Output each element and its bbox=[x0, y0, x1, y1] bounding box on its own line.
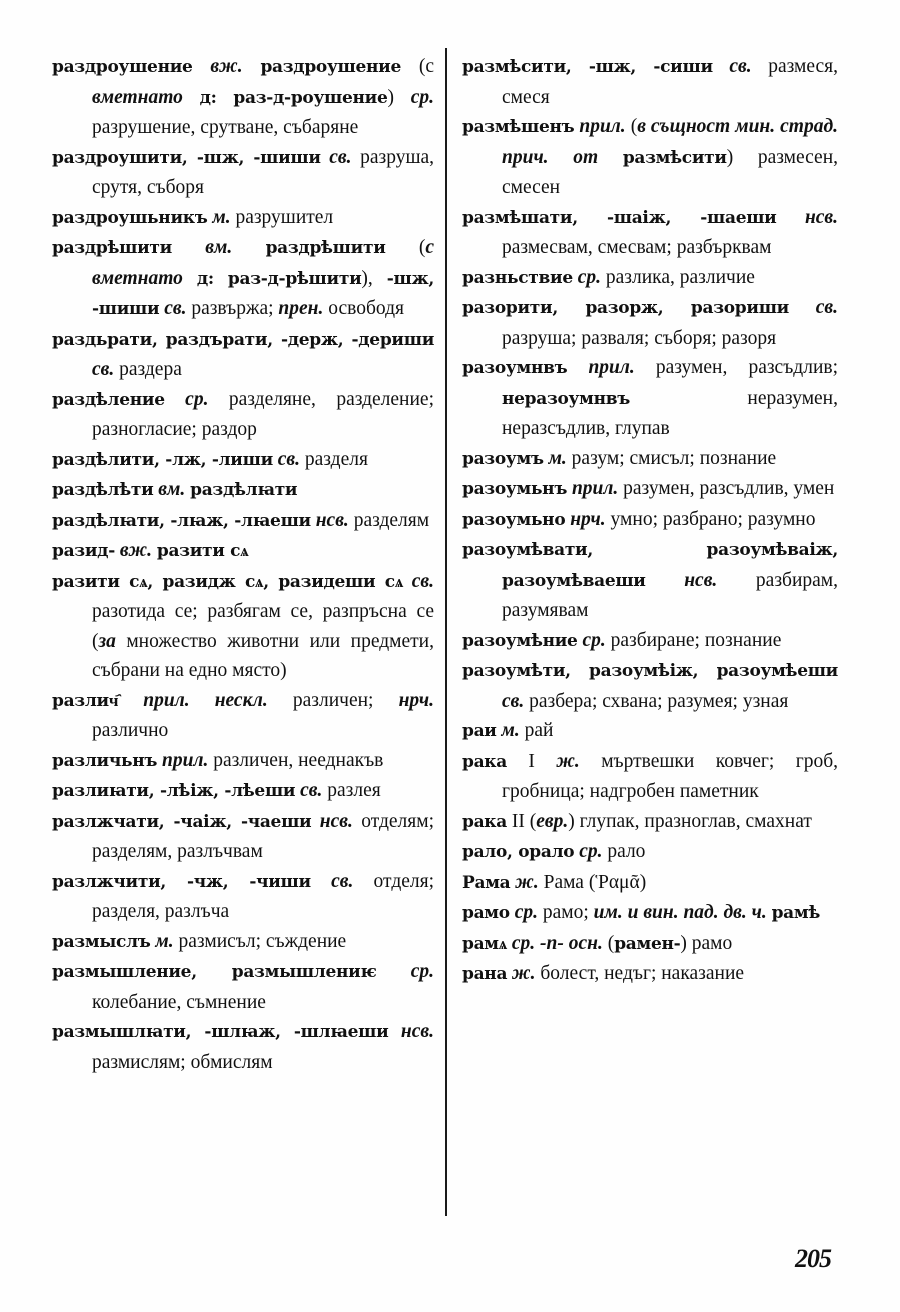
definition-text: ( bbox=[625, 116, 638, 137]
definition-text bbox=[403, 571, 412, 592]
grammar-label: м. bbox=[212, 206, 231, 228]
headword: рамѣ bbox=[771, 903, 821, 923]
grammar-label: в същност мин. страд. прич. от bbox=[502, 116, 838, 168]
definition-text: колебание, съмнение bbox=[92, 991, 266, 1013]
definition-text: ), bbox=[361, 267, 387, 289]
definition-text bbox=[217, 87, 234, 108]
grammar-label: нсв. bbox=[319, 810, 353, 832]
headword: разоумьно bbox=[462, 509, 566, 530]
dictionary-entry bbox=[52, 1017, 434, 1077]
headword: разид- bbox=[52, 541, 115, 561]
grammar-label: вм. bbox=[205, 237, 233, 258]
dictionary-entry bbox=[462, 747, 838, 807]
dictionary-entry bbox=[462, 263, 838, 294]
definition-text: различен; bbox=[267, 689, 399, 711]
definition-text: разруша, срутя, съборя bbox=[92, 146, 435, 198]
definition-text: разумен, разсъдлив, умен bbox=[618, 478, 835, 499]
definition-text: мъртвешки ковчег; гроб, гробница; надгробен паметник bbox=[502, 750, 838, 802]
definition-text: отделя; разделя, разлъча bbox=[92, 870, 435, 922]
grammar-label: ж. bbox=[512, 963, 536, 984]
headword: разньствие bbox=[462, 267, 573, 288]
grammar-label: нрч. bbox=[570, 508, 606, 530]
headword: различьнъ bbox=[52, 750, 158, 771]
grammar-label: ж. bbox=[515, 871, 539, 893]
headword: размыслъ bbox=[52, 931, 151, 952]
definition-text: разумен, разсъдлив; bbox=[634, 357, 838, 378]
dictionary-entry bbox=[462, 505, 838, 536]
grammar-label: ср. bbox=[410, 86, 435, 108]
grammar-label: св. bbox=[300, 780, 323, 801]
headword: размѣшенъ bbox=[462, 117, 575, 137]
definition-text bbox=[777, 207, 805, 228]
grammar-label: м. bbox=[501, 720, 520, 741]
grammar-label: св. bbox=[729, 56, 752, 77]
dictionary-entry bbox=[52, 445, 434, 476]
headword: раи bbox=[462, 721, 497, 741]
definition-text bbox=[193, 56, 211, 77]
definition-text: разбирам, разумявам bbox=[502, 569, 838, 621]
definition-text: отделям; разделям, разлъчвам bbox=[92, 810, 435, 862]
headword: раздѣлꙗти, -лꙗж, -лꙗеши bbox=[52, 510, 311, 531]
grammar-label: св. bbox=[411, 570, 435, 592]
grammar-label: нсв. bbox=[804, 206, 839, 228]
grammar-label: с вметнато bbox=[92, 237, 434, 289]
grammar-label: нсв. bbox=[315, 509, 349, 531]
dictionary-entry bbox=[462, 203, 838, 263]
dictionary-entry bbox=[462, 535, 838, 626]
headword: разлжчити, -чж, -чиши bbox=[52, 871, 311, 892]
definition-text: освободя bbox=[323, 298, 404, 319]
definition-text: размесвам, смесвам; разбърквам bbox=[502, 237, 772, 258]
headword: неразоумнвъ bbox=[502, 388, 630, 409]
grammar-label: св. bbox=[815, 297, 838, 318]
dictionary-entry bbox=[462, 959, 838, 990]
definition-text: размеся, смеся bbox=[502, 56, 839, 108]
dictionary-entry bbox=[52, 957, 434, 1017]
headword: раздроушение bbox=[260, 57, 401, 77]
dictionary-entry bbox=[462, 474, 838, 505]
grammar-label: евр. bbox=[536, 810, 569, 832]
headword: размышление, размышлениѥ bbox=[52, 962, 377, 982]
definition-text bbox=[598, 147, 623, 168]
dictionary-entry bbox=[52, 567, 434, 686]
definition-text: разрушител bbox=[230, 206, 334, 228]
dictionary-entry bbox=[462, 52, 838, 112]
grammar-label: вметнато bbox=[92, 86, 183, 108]
dictionary-entry bbox=[462, 112, 838, 203]
definition-text bbox=[165, 389, 185, 410]
grammar-label: вж. bbox=[119, 540, 152, 561]
definition-text: I bbox=[507, 750, 557, 772]
grammar-label: за bbox=[98, 630, 116, 652]
dictionary-entry bbox=[52, 385, 434, 445]
definition-text bbox=[243, 56, 261, 77]
grammar-label: ср. bbox=[514, 902, 538, 923]
dictionary-entry bbox=[462, 444, 838, 475]
dictionary-entry bbox=[52, 143, 434, 203]
dictionary-entry bbox=[52, 536, 434, 567]
left-column bbox=[52, 52, 434, 1077]
grammar-label: вж. bbox=[210, 56, 243, 77]
definition-text bbox=[377, 961, 411, 982]
grammar-label: нрч. bbox=[398, 689, 435, 711]
headword: разоумнвъ bbox=[462, 358, 568, 378]
definition-text bbox=[232, 237, 265, 258]
headword: различ҄ bbox=[52, 690, 119, 711]
definition-text bbox=[118, 690, 143, 711]
definition-text: II ( bbox=[507, 810, 537, 832]
definition-text: ) bbox=[387, 86, 411, 108]
definition-text: неразумен, неразсъдлив, глупав bbox=[502, 387, 838, 439]
headword: рамѧ bbox=[462, 933, 507, 954]
definition-text bbox=[214, 268, 228, 289]
headword: разлжчати, -чаіж, -чаеши bbox=[52, 811, 312, 832]
grammar-label: св. bbox=[329, 146, 352, 168]
dictionary-entry bbox=[462, 807, 838, 838]
dictionary-entry bbox=[52, 233, 434, 325]
definition-text bbox=[789, 297, 816, 318]
headword: Рама bbox=[462, 872, 511, 893]
dictionary-entry bbox=[52, 52, 434, 143]
headword: раздьрати, раздърати, -держ, -дериши bbox=[52, 329, 434, 350]
dictionary-entry bbox=[462, 837, 838, 868]
headword: разоумьнъ bbox=[462, 479, 568, 499]
definition-text bbox=[172, 237, 205, 258]
dictionary-entry bbox=[462, 868, 838, 899]
headword: рамо bbox=[462, 903, 510, 923]
grammar-label: ср. bbox=[410, 961, 435, 982]
headword: раздѣлѣти bbox=[52, 480, 154, 500]
definition-text: разруша; разваля; съборя; разоря bbox=[502, 327, 777, 349]
dictionary-entry bbox=[52, 746, 434, 777]
definition-text bbox=[646, 570, 685, 591]
grammar-label: ср. -n- осн. bbox=[511, 932, 603, 954]
grammar-label: прил. bbox=[579, 116, 626, 137]
headword: размѣсити, -шж, -сиши bbox=[462, 57, 713, 77]
headword: раздроушение bbox=[52, 57, 193, 77]
dictionary-entry bbox=[462, 626, 838, 657]
definition-text: ( bbox=[602, 932, 615, 954]
dictionary-entry bbox=[462, 716, 838, 747]
definition-text: разбера; схвана; разумея; узная bbox=[524, 690, 789, 712]
headword: разити сѧ bbox=[156, 541, 249, 561]
definition-text bbox=[311, 871, 331, 892]
definition-text: размисъл; съждение bbox=[173, 930, 347, 952]
grammar-label: вм. bbox=[158, 479, 186, 500]
grammar-label: нсв. bbox=[684, 569, 718, 591]
definition-text: различен, нееднакъв bbox=[208, 749, 384, 771]
definition-text: умно; разбрано; разумно bbox=[605, 508, 816, 530]
dictionary-entry bbox=[52, 867, 434, 927]
headword: разоумѣвати, разоумѣваіж, разоумѣваеши bbox=[462, 540, 838, 591]
definition-text: разделяне, разделение; разногласие; раздор bbox=[92, 388, 434, 440]
headword: рака bbox=[462, 811, 507, 832]
column-divider bbox=[445, 48, 447, 1216]
definition-text: разлика, различие bbox=[601, 266, 755, 288]
grammar-label: св. bbox=[277, 448, 301, 470]
definition-text bbox=[567, 357, 588, 378]
definition-text: развържа; bbox=[186, 298, 279, 319]
definition-text bbox=[183, 268, 197, 289]
definition-text: ) рамо bbox=[680, 932, 733, 954]
dictionary-entry bbox=[462, 929, 838, 960]
headword: -шж, -шиши bbox=[92, 268, 434, 319]
dictionary-entry bbox=[462, 656, 838, 716]
headword: рака bbox=[462, 751, 507, 772]
grammar-label: св. bbox=[92, 359, 115, 380]
definition-text: ( bbox=[385, 237, 426, 258]
definition-text: рамо; bbox=[537, 902, 594, 923]
grammar-label: м. bbox=[155, 930, 174, 952]
headword: разорити, разорж, разориши bbox=[462, 298, 789, 318]
definition-text: разлея bbox=[322, 780, 381, 801]
headword: рамен- bbox=[614, 933, 681, 954]
dictionary-entry bbox=[52, 686, 434, 746]
grammar-label: прил. bbox=[588, 357, 635, 378]
grammar-label: нсв. bbox=[400, 1021, 434, 1042]
definition-text bbox=[713, 56, 730, 77]
grammar-label: ж. bbox=[556, 750, 580, 772]
definition-text: болест, недъг; наказание bbox=[535, 963, 745, 984]
grammar-label: св. bbox=[164, 298, 187, 319]
definition-text: (с bbox=[401, 56, 435, 77]
definition-text bbox=[388, 1021, 400, 1042]
headword: раздроушити, -шж, -шиши bbox=[52, 147, 321, 168]
definition-text: разотида се; разбягам се, разпръсна се ( bbox=[92, 601, 434, 652]
dictionary-entry bbox=[52, 325, 434, 385]
grammar-label: им. и вин. пад. дв. ч. bbox=[593, 902, 767, 923]
grammar-label: св. bbox=[331, 870, 354, 892]
dictionary-entry bbox=[52, 776, 434, 807]
dictionary-entry bbox=[52, 807, 434, 867]
dictionary-entry bbox=[462, 353, 838, 444]
headword: размышлꙗти, -шлꙗж, -шлꙗеши bbox=[52, 1022, 389, 1042]
grammar-label: прил. нескл. bbox=[143, 689, 268, 711]
definition-text: разделям bbox=[348, 509, 430, 531]
dictionary-entry bbox=[462, 898, 838, 929]
headword: раздѣлити, -лж, -лиши bbox=[52, 449, 273, 470]
grammar-label: св. bbox=[502, 690, 525, 712]
definition-text: рало bbox=[602, 841, 646, 862]
definition-text: разум; смисъл; познание bbox=[566, 447, 777, 469]
headword: разоумѣние bbox=[462, 630, 578, 651]
headword: рало, орало bbox=[462, 842, 575, 862]
headword: разоумъ bbox=[462, 448, 544, 469]
headword: разоумѣти, разоумѣіж, разоумѣеши bbox=[462, 661, 838, 681]
headword: размѣсити bbox=[622, 147, 727, 168]
definition-text: раздера bbox=[114, 359, 182, 380]
grammar-label: ср. bbox=[579, 841, 603, 862]
headword: д: bbox=[199, 87, 217, 108]
grammar-label: прил. bbox=[571, 478, 619, 499]
headword: разити сѧ, разидж сѧ, разидеши сѧ bbox=[52, 571, 404, 592]
definition-text: ) размесен, смесен bbox=[502, 146, 839, 198]
definition-text: рай bbox=[519, 720, 554, 741]
headword: раз-д-роушение bbox=[233, 87, 388, 108]
definition-text bbox=[321, 147, 330, 168]
dictionary-entry bbox=[52, 506, 434, 537]
headword: д: bbox=[196, 268, 214, 289]
headword: размѣшати, -шаіж, -шаеши bbox=[462, 207, 777, 228]
definition-text: множество животни или предмети, събрани на едно място) bbox=[92, 630, 434, 681]
definition-text: разбиране; познание bbox=[605, 629, 782, 651]
grammar-label: ср. bbox=[582, 629, 606, 651]
definition-text bbox=[183, 87, 200, 108]
definition-text: различно bbox=[92, 720, 169, 741]
headword: раздѣлꙗти bbox=[190, 480, 298, 500]
headword: раздрѣшити bbox=[52, 238, 172, 258]
dictionary-entry bbox=[462, 293, 838, 353]
definition-text: размислям; обмислям bbox=[92, 1051, 273, 1073]
headword: раздрѣшити bbox=[265, 238, 386, 258]
grammar-label: прен. bbox=[278, 298, 324, 319]
page-number: 205 bbox=[795, 1244, 831, 1273]
grammar-label: прил. bbox=[162, 749, 209, 771]
headword: раздроушьникъ bbox=[52, 207, 208, 228]
definition-text: разделя bbox=[300, 448, 368, 470]
dictionary-entry bbox=[52, 927, 434, 958]
headword: разлиꙗти, -лѣіж, -лѣеши bbox=[52, 781, 296, 801]
definition-text bbox=[311, 811, 319, 832]
grammar-label: м. bbox=[548, 447, 567, 469]
definition-text: ) глупак, празноглав, смахнат bbox=[568, 810, 812, 832]
grammar-label: ср. bbox=[185, 388, 209, 410]
definition-text: разрушение, срутване, събаряне bbox=[92, 117, 359, 138]
grammar-label: ср. bbox=[577, 266, 602, 288]
dictionary-entry bbox=[52, 203, 434, 234]
headword: раз-д-рѣшити bbox=[227, 268, 362, 289]
headword: раздѣление bbox=[52, 389, 165, 410]
definition-text: Рама (Ῥαμᾶ) bbox=[538, 871, 647, 893]
right-column bbox=[462, 52, 838, 990]
dictionary-entry bbox=[52, 475, 434, 506]
headword: рана bbox=[462, 964, 508, 984]
